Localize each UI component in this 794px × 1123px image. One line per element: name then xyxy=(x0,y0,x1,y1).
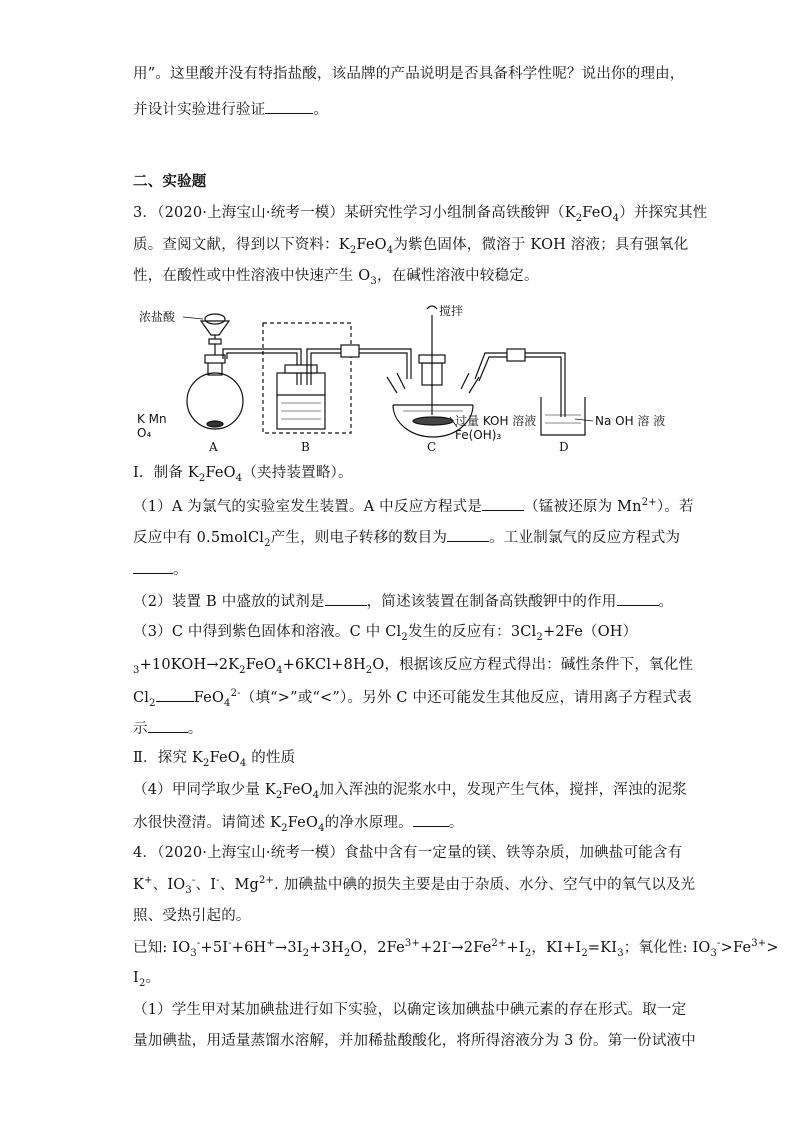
label-b: B xyxy=(301,440,310,454)
answer-blank[interactable] xyxy=(133,559,173,574)
label-stir: 搅拌 xyxy=(439,304,464,318)
label-feoh3: Fe(OH)₃ xyxy=(455,428,502,442)
label-kmno4-o4: O₄ xyxy=(137,426,152,440)
answer-blank[interactable] xyxy=(156,687,194,702)
text-line: 性，在酸性或中性溶液中快速产生 $O_3$，在碱性溶液中较稳定。 xyxy=(133,268,539,287)
question-1: （1）A 为氯气的实验室发生装置。A 中反应方程式是 （锰被还原为 $Mn^{2+}$）。若 xyxy=(133,497,694,515)
answer-blank[interactable] xyxy=(325,591,367,606)
separatory-funnel xyxy=(201,321,229,335)
question-4-intro: 4．（2020·上海宝山·统考一模）食盐中含有一定量的镁、铁等杂质，加碘盐可能含有 xyxy=(133,845,683,861)
section-heading: 二、实验题 xyxy=(133,173,207,190)
part-2-title: Ⅱ．探究 $K_2FeO_4$ 的性质 xyxy=(133,750,296,769)
beaker-d xyxy=(541,397,585,435)
text-line: $Cl_2$ FeO$_4^{2-}$（填“>”或“<”）。另外 C 中还可能发生其他反应，请用离子方程式表 xyxy=(133,688,692,709)
question-3-intro: 3．（2020·上海宝山·统考一模）某研究性学习小组制备高铁酸钾$(K_2FeO_4)$并探究其性 xyxy=(133,205,708,224)
text-line: K+、$IO_3^-$、I-、$Mg^{2+}$. 加碘盐中碘的损失主要是由于杂质、水分、空气中的氧气以及光 xyxy=(133,875,696,896)
question-2: （2）装置 B 中盛放的试剂是 ，简述该装置在制备高铁酸钾中的作用 。 xyxy=(133,591,673,612)
flask-a-stopper xyxy=(205,355,225,363)
text-line: 示 。 xyxy=(133,718,673,739)
text-line: 反应中有 0.5molCl$_2$产生，则电子转移的数目为 。工业制氯气的反应方程式为 xyxy=(133,527,673,548)
question-4: （4）甲同学取少量 $K_2FeO_4$加入浑浊的泥浆水中，发现产生气体，搅拌，浑浊的泥浆 xyxy=(133,782,687,801)
question-3: （3）C 中得到紫色固体和溶液。C 中 $Cl_2$发生的反应有：$3Cl_2+2Fe(OH)$ xyxy=(133,624,638,643)
text-line: 并设计实验进行验证 。 xyxy=(133,99,673,120)
text-line: 照、受热引起的。 xyxy=(133,908,251,924)
label-c: C xyxy=(427,440,437,454)
answer-blank[interactable] xyxy=(482,496,524,511)
part-1-title: Ⅰ．制备 $K_2FeO_4$（夹持装置略）。 xyxy=(133,465,353,484)
answer-blank[interactable] xyxy=(447,527,489,542)
text-line: 水很快澄清。请简述 $K_2FeO_4$的净水原理。 。 xyxy=(133,812,673,833)
label-koh: 过量 KOH 溶液 xyxy=(455,414,537,428)
text-line: （1）学生甲对某加碘盐进行如下实验，以确定该加碘盐中碘元素的存在形式。取一定 xyxy=(133,1002,687,1018)
text-line: 。 xyxy=(133,559,673,580)
apparatus-figure xyxy=(135,297,675,457)
apparatus-diagram xyxy=(135,297,675,457)
label-d: D xyxy=(559,440,569,454)
text-line: $_3+10KOH\to 2K_2FeO_4+6KCl+8H_2O$，根据该反应方程式得出：碱性条件下，氧化性 xyxy=(133,657,694,676)
text-line: 已知: $IO_3^-+5I^-+6H^+\to 3I_2+3H_2O$，$2Fe^{3+}+2I^-\to 2Fe^{2+}+I_2$，$KI+I_2=KI_3$；氧化性: $IO_3^->Fe^{3+}>$ xyxy=(133,938,779,959)
answer-blank[interactable] xyxy=(413,812,449,827)
kmno4-solid xyxy=(207,421,223,427)
answer-blank[interactable] xyxy=(148,718,188,733)
text-line: $I_2$。 xyxy=(133,970,161,989)
label-concentrated-hcl: 浓盐酸 xyxy=(139,310,176,324)
text-line: 量加碘盐，用适量蒸馏水溶解，并加稀盐酸酸化，将所得溶液分为 3 份。第一份试液中 xyxy=(133,1033,696,1049)
feoh3-suspension xyxy=(413,417,453,425)
label-naoh: Na OH 溶 液 xyxy=(595,414,666,428)
answer-blank[interactable] xyxy=(617,591,659,606)
answer-blank[interactable] xyxy=(265,99,313,114)
text-line: 用”。这里酸并没有特指盐酸，该品牌的产品说明是否具备科学性呢？说出你的理由， xyxy=(133,66,685,82)
label-a: A xyxy=(209,440,218,454)
label-kmno4: K Mn xyxy=(137,412,167,426)
text-line: 质。查阅文献，得到以下资料：$K_2FeO_4$为紫色固体，微溶于 KOH 溶液；具有强氧化 xyxy=(133,237,689,256)
